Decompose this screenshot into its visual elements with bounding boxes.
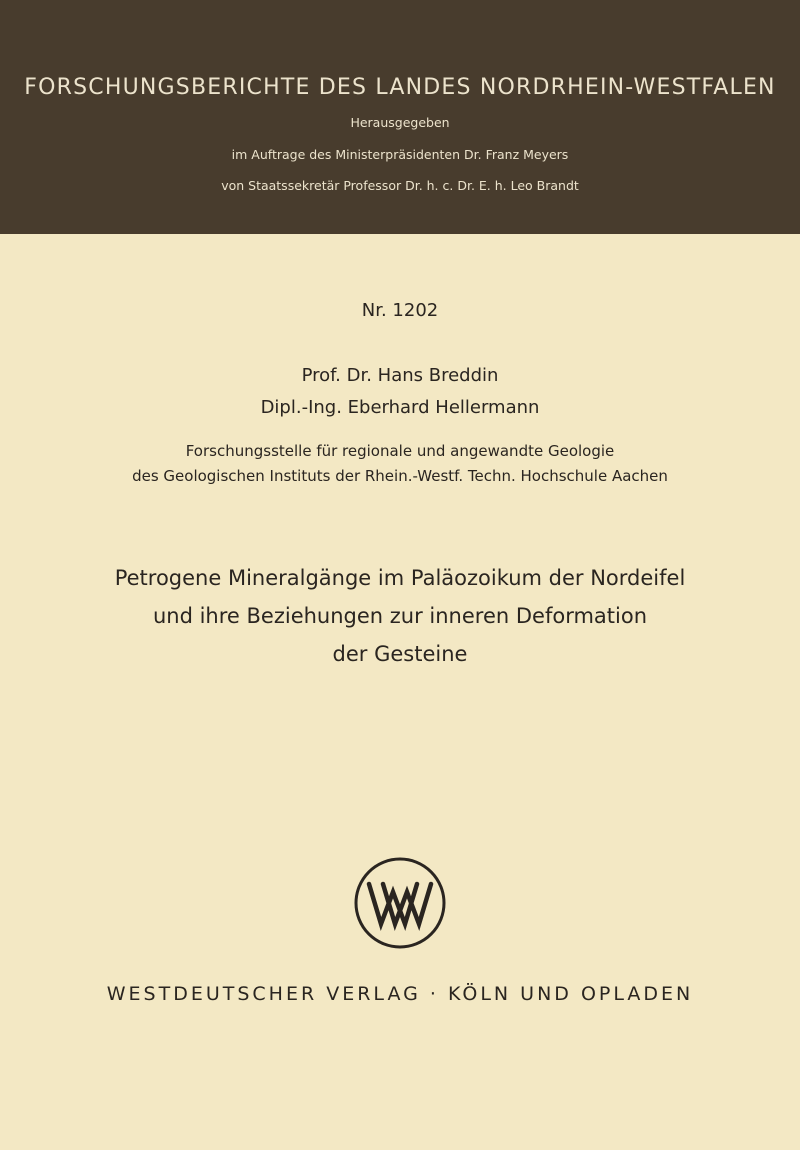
editor-line-1: Herausgegeben <box>350 115 450 130</box>
westdeutscher-verlag-ww-logo-icon <box>353 856 447 950</box>
institution-line-2: des Geologischen Instituts der Rhein.-Westf. Techn. Hochschule Aachen <box>132 467 668 485</box>
publisher-name: WESTDEUTSCHER VERLAG · KÖLN UND OPLADEN <box>106 983 694 1005</box>
header-band <box>0 0 800 234</box>
title-line-1: Petrogene Mineralgänge im Paläozoikum der Nordeifel <box>114 566 686 590</box>
title-line-2: und ihre Beziehungen zur inneren Deformation <box>152 604 648 628</box>
author-2: Dipl.-Ing. Eberhard Hellermann <box>260 397 540 418</box>
title-line-3: der Gesteine <box>332 642 468 666</box>
report-number: Nr. 1202 <box>361 300 439 321</box>
editor-line-3: von Staatssekretär Professor Dr. h. c. Dr. E. h. Leo Brandt <box>221 178 579 193</box>
report-title <box>0 559 800 673</box>
series-title: FORSCHUNGSBERICHTE DES LANDES NORDRHEIN-WESTFALEN <box>24 75 776 100</box>
editor-line-2: im Auftrage des Ministerpräsidenten Dr. Franz Meyers <box>231 147 569 162</box>
author-1: Prof. Dr. Hans Breddin <box>301 365 499 386</box>
institution-line-1: Forschungsstelle für regionale und angewandte Geologie <box>185 442 615 460</box>
